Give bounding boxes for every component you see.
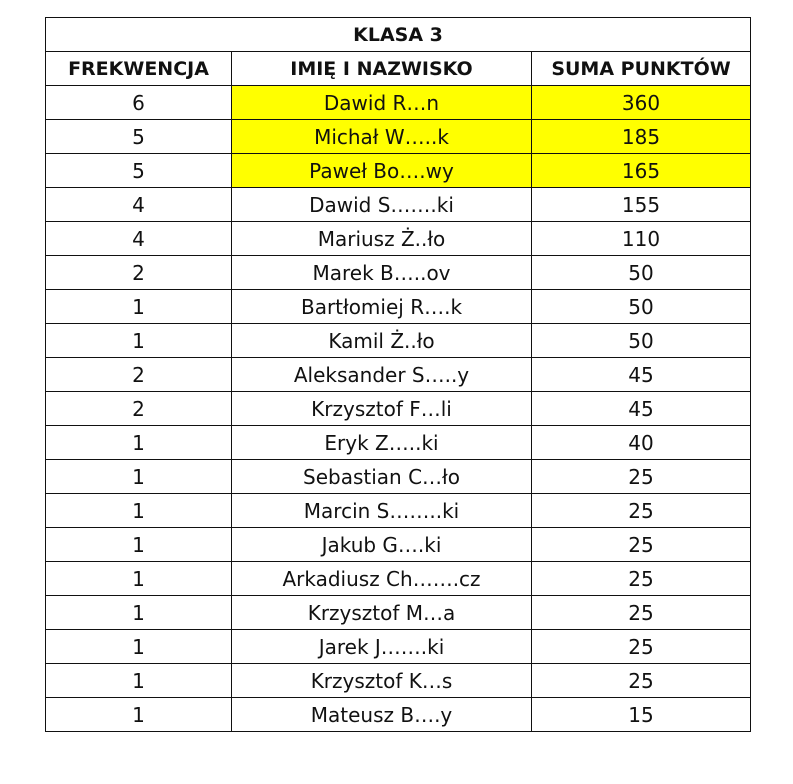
frekwencja-cell: 1 bbox=[46, 630, 232, 664]
points-cell: 25 bbox=[532, 630, 751, 664]
name-cell: Kamil Ż..ło bbox=[232, 324, 532, 358]
header-frekwencja: FREKWENCJA bbox=[46, 52, 232, 86]
frekwencja-cell: 4 bbox=[46, 222, 232, 256]
name-cell: Paweł Bo….wy bbox=[232, 154, 532, 188]
title-row bbox=[46, 18, 751, 52]
table-row bbox=[46, 120, 751, 154]
name-cell: Arkadiusz Ch…….cz bbox=[232, 562, 532, 596]
points-cell: 155 bbox=[532, 188, 751, 222]
points-cell: 25 bbox=[532, 596, 751, 630]
points-cell: 185 bbox=[532, 120, 751, 154]
points-cell: 360 bbox=[532, 86, 751, 120]
name-cell: Jakub G….ki bbox=[232, 528, 532, 562]
points-cell: 15 bbox=[532, 698, 751, 732]
points-cell: 25 bbox=[532, 494, 751, 528]
name-cell: Sebastian C…ło bbox=[232, 460, 532, 494]
table-row bbox=[46, 460, 751, 494]
points-cell: 25 bbox=[532, 460, 751, 494]
frekwencja-cell: 1 bbox=[46, 324, 232, 358]
points-cell: 50 bbox=[532, 256, 751, 290]
table-row bbox=[46, 358, 751, 392]
ranking-table bbox=[45, 17, 751, 732]
table-row bbox=[46, 290, 751, 324]
header-row bbox=[46, 52, 751, 86]
points-cell: 25 bbox=[532, 664, 751, 698]
table-row bbox=[46, 426, 751, 460]
name-cell: Marcin S……..ki bbox=[232, 494, 532, 528]
frekwencja-cell: 2 bbox=[46, 392, 232, 426]
name-cell: Dawid S…….ki bbox=[232, 188, 532, 222]
table-row bbox=[46, 222, 751, 256]
table-row bbox=[46, 324, 751, 358]
frekwencja-cell: 5 bbox=[46, 154, 232, 188]
frekwencja-cell: 1 bbox=[46, 698, 232, 732]
points-cell: 45 bbox=[532, 392, 751, 426]
name-cell: Jarek J…….ki bbox=[232, 630, 532, 664]
table-row bbox=[46, 188, 751, 222]
name-cell: Krzysztof F…li bbox=[232, 392, 532, 426]
points-cell: 50 bbox=[532, 324, 751, 358]
table-row bbox=[46, 392, 751, 426]
points-cell: 50 bbox=[532, 290, 751, 324]
table-row bbox=[46, 562, 751, 596]
table-row bbox=[46, 630, 751, 664]
table-row bbox=[46, 664, 751, 698]
frekwencja-cell: 1 bbox=[46, 494, 232, 528]
header-name: IMIĘ I NAZWISKO bbox=[232, 52, 532, 86]
name-cell: Bartłomiej R….k bbox=[232, 290, 532, 324]
points-cell: 165 bbox=[532, 154, 751, 188]
name-cell: Krzysztof M…a bbox=[232, 596, 532, 630]
name-cell: Mariusz Ż..ło bbox=[232, 222, 532, 256]
points-cell: 25 bbox=[532, 528, 751, 562]
name-cell: Krzysztof K…s bbox=[232, 664, 532, 698]
frekwencja-cell: 1 bbox=[46, 426, 232, 460]
frekwencja-cell: 1 bbox=[46, 460, 232, 494]
table-row bbox=[46, 86, 751, 120]
table-row bbox=[46, 494, 751, 528]
table-row bbox=[46, 596, 751, 630]
points-cell: 25 bbox=[532, 562, 751, 596]
name-cell: Dawid R…n bbox=[232, 86, 532, 120]
table-title: KLASA 3 bbox=[46, 18, 751, 52]
name-cell: Michał W…..k bbox=[232, 120, 532, 154]
frekwencja-cell: 2 bbox=[46, 358, 232, 392]
frekwencja-cell: 5 bbox=[46, 120, 232, 154]
header-points: SUMA PUNKTÓW bbox=[532, 52, 751, 86]
table-row bbox=[46, 256, 751, 290]
frekwencja-cell: 1 bbox=[46, 562, 232, 596]
frekwencja-cell: 1 bbox=[46, 596, 232, 630]
points-cell: 40 bbox=[532, 426, 751, 460]
frekwencja-cell: 1 bbox=[46, 290, 232, 324]
frekwencja-cell: 6 bbox=[46, 86, 232, 120]
name-cell: Marek B…..ov bbox=[232, 256, 532, 290]
table-row bbox=[46, 154, 751, 188]
table-row bbox=[46, 528, 751, 562]
name-cell: Aleksander S…..y bbox=[232, 358, 532, 392]
frekwencja-cell: 1 bbox=[46, 664, 232, 698]
name-cell: Eryk Z…..ki bbox=[232, 426, 532, 460]
frekwencja-cell: 2 bbox=[46, 256, 232, 290]
frekwencja-cell: 1 bbox=[46, 528, 232, 562]
table-body bbox=[46, 86, 751, 732]
points-cell: 110 bbox=[532, 222, 751, 256]
name-cell: Mateusz B….y bbox=[232, 698, 532, 732]
frekwencja-cell: 4 bbox=[46, 188, 232, 222]
points-cell: 45 bbox=[532, 358, 751, 392]
table-row bbox=[46, 698, 751, 732]
